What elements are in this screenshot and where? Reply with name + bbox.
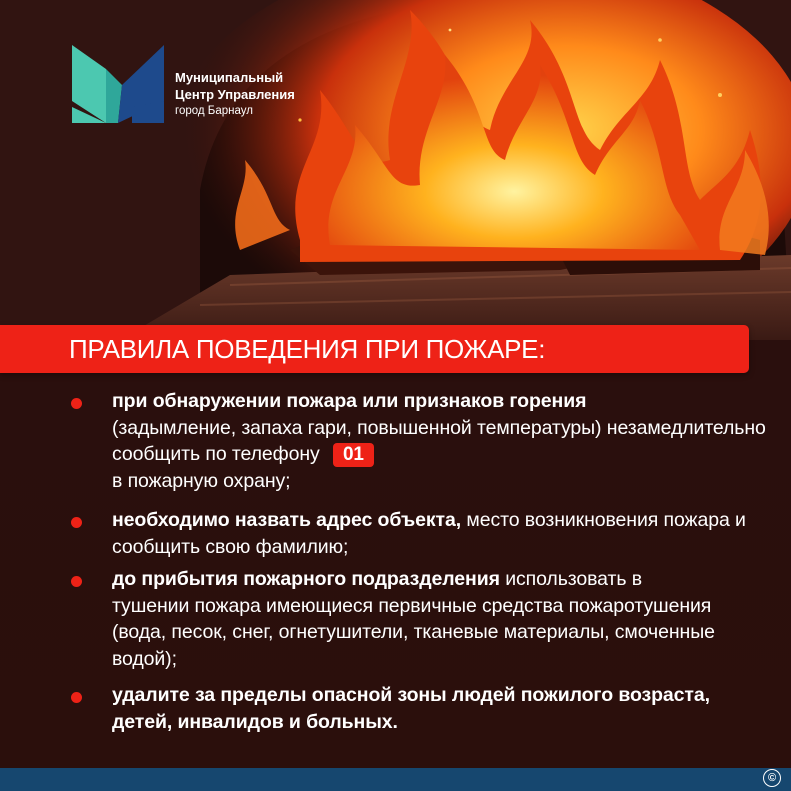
rule-bold: удалите за пределы опасной зоны людей пожилого возраста, детей, инвалидов и больных. xyxy=(112,684,710,733)
rule-text xyxy=(112,388,782,494)
logo-line-1: Муниципальный xyxy=(175,70,284,85)
rule-bold: необходимо назвать адрес объекта, xyxy=(112,509,462,531)
rule-bold: до прибытия пожарного подразделения xyxy=(112,568,500,590)
rule-text xyxy=(112,566,724,672)
phone-number-badge: 01 xyxy=(333,443,374,467)
rule-text xyxy=(112,682,712,735)
bullet-icon xyxy=(71,517,82,528)
bullet-icon xyxy=(71,398,82,409)
logo-line-3: город Барнаул xyxy=(175,105,253,117)
rule-body: использовать в тушении пожара имеющиеся первичные средства пожаротушения (вода, песок, снег, огнетушители, тканевые материалы, смоченные водой); xyxy=(112,568,715,670)
rule-after: в пожарную охрану; xyxy=(112,469,291,492)
poster-title: ПРАВИЛА ПОВЕДЕНИЯ ПРИ ПОЖАРЕ: xyxy=(69,334,546,364)
bullet-icon xyxy=(71,692,82,703)
municipal-center-logo xyxy=(72,45,312,125)
bullet-icon xyxy=(71,576,82,587)
rule-body: место возникновения пожара и сообщить свою фамилию; xyxy=(112,509,746,558)
logo-line-2: Центр Управления xyxy=(175,87,295,102)
title-banner xyxy=(0,325,749,373)
rule-body: (задымление, запаха гари, повышенной температуры) незамедлительно сообщить по телефону xyxy=(112,416,766,465)
logo-m-icon xyxy=(72,45,164,123)
copyright-icon: © xyxy=(763,769,781,787)
rule-bold: при обнаружении пожара или признаков горения xyxy=(112,390,587,412)
rule-text xyxy=(112,507,782,560)
bottom-strip xyxy=(0,768,791,791)
